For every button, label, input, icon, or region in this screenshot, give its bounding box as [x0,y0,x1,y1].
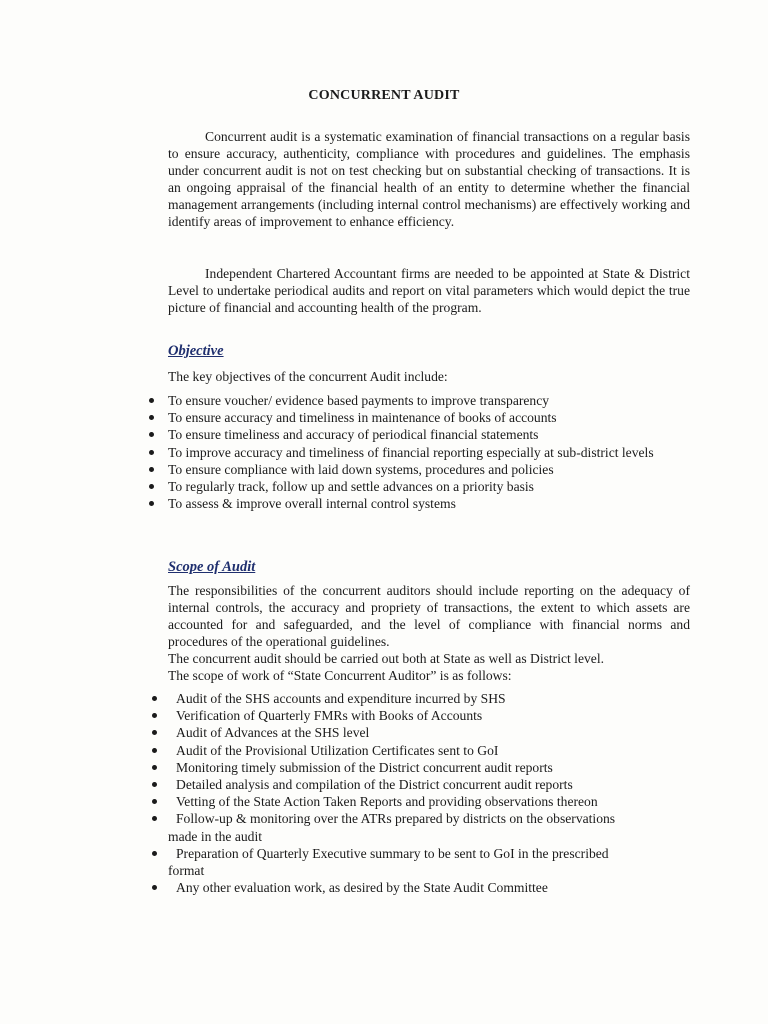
scope-item-text: Preparation of Quarterly Executive summary to be sent to GoI in the prescribed [176,845,609,861]
bullet-icon [152,696,157,701]
objective-intro: The key objectives of the concurrent Audit include: [168,369,448,384]
bullet-icon [152,713,157,718]
objective-heading: Objective [168,343,224,359]
list-item [168,392,690,409]
list-item [168,478,690,495]
list-item [176,879,691,896]
intro-paragraph-1: Concurrent audit is a systematic examination of financial transactions on a regular basis to ensure accuracy, authenticity, compliance with procedures and guidelines. The emphasis under concurrent audit is not on test checking but on substantial checking of transactions. It is an ongoing appraisal of the financial health of an entity to determine whether the financial management arrangements (including internal control mechanisms) are effectively working and identify areas of improvement to enhance efficiency. [168,129,690,230]
scope-item-text: Verification of Quarterly FMRs with Books of Accounts [176,708,483,724]
list-item [168,409,690,426]
bullet-icon [152,885,157,890]
scope-heading: Scope of Audit [168,559,256,575]
list-item [168,845,691,879]
bullet-icon [152,748,157,753]
page-title: CONCURRENT AUDIT [308,88,460,103]
list-item [176,724,691,741]
objective-item-text: To improve accuracy and timeliness of financial reporting especially at sub-district levels [168,444,654,460]
scope-item-continuation: made in the audit [168,828,262,844]
scope-item-text: Detailed analysis and compilation of the District concurrent audit reports [176,777,573,793]
bullet-icon [149,432,154,437]
scope-item-text: Monitoring timely submission of the District concurrent audit reports [176,759,553,775]
scope-item-text: Vetting of the State Action Taken Reports and providing observations thereon [176,794,598,810]
bullet-icon [149,398,154,403]
bullet-icon [152,799,157,804]
scope-item-text: Audit of the SHS accounts and expenditure incurred by SHS [176,691,506,706]
list-item [176,690,691,707]
bullet-icon [149,450,154,455]
intro-paragraph-2: Independent Chartered Accountant firms are needed to be appointed at State & District Level to undertake periodical audits and report on vital parameters which would depict the true picture of financial and accounting health of the program. [168,266,690,316]
objective-item-text: To ensure timeliness and accuracy of periodical financial statements [168,427,539,443]
scope-item-text: Audit of Advances at the SHS level [176,725,370,741]
list-item [168,426,690,443]
scope-item-text: Audit of the Provisional Utilization Certificates sent to GoI [176,742,499,758]
scope-item-continuation: format [168,863,205,879]
objective-item-text: To ensure compliance with laid down systems, procedures and policies [168,461,554,477]
list-item [176,776,691,793]
bullet-icon [152,782,157,787]
bullet-icon [149,415,154,420]
list-item [168,495,690,512]
scope-paragraph: The concurrent audit should be carried out both at State as well as District level. [168,651,604,667]
objective-item-text: To ensure accuracy and timeliness in maintenance of books of accounts [168,410,557,426]
bullet-icon [149,467,154,472]
objective-item-text: To regularly track, follow up and settle advances on a priority basis [168,479,534,495]
scope-paragraph: The responsibilities of the concurrent auditors should include reporting on the adequacy of internal controls, the accuracy and propriety of transactions, the extent to which assets are accounted for and safeguarded, and the level of compliance with financial norms and procedures of the operational guidelines. [168,583,690,650]
objective-item-text: To ensure voucher/ evidence based payments to improve transparency [168,393,550,408]
list-item [176,742,691,759]
objective-item-text: To assess & improve overall internal control systems [168,496,456,512]
bullet-icon [149,501,154,506]
scope-item-text: Follow-up & monitoring over the ATRs prepared by districts on the observations [176,811,616,827]
bullet-icon [152,851,157,856]
bullet-icon [152,730,157,735]
bullet-icon [152,765,157,770]
list-item [168,461,690,478]
scope-body [168,582,690,685]
list-item [168,444,690,461]
scope-item-text: Any other evaluation work, as desired by the State Audit Committee [176,880,548,896]
scope-paragraph: The scope of work of “State Concurrent Auditor” is as follows: [168,668,512,684]
list-item [168,810,691,844]
list-item [176,759,691,776]
scope-list [168,690,691,896]
bullet-icon [152,816,157,821]
objective-list [168,392,690,512]
list-item [176,707,691,724]
bullet-icon [149,484,154,489]
list-item [176,793,691,810]
